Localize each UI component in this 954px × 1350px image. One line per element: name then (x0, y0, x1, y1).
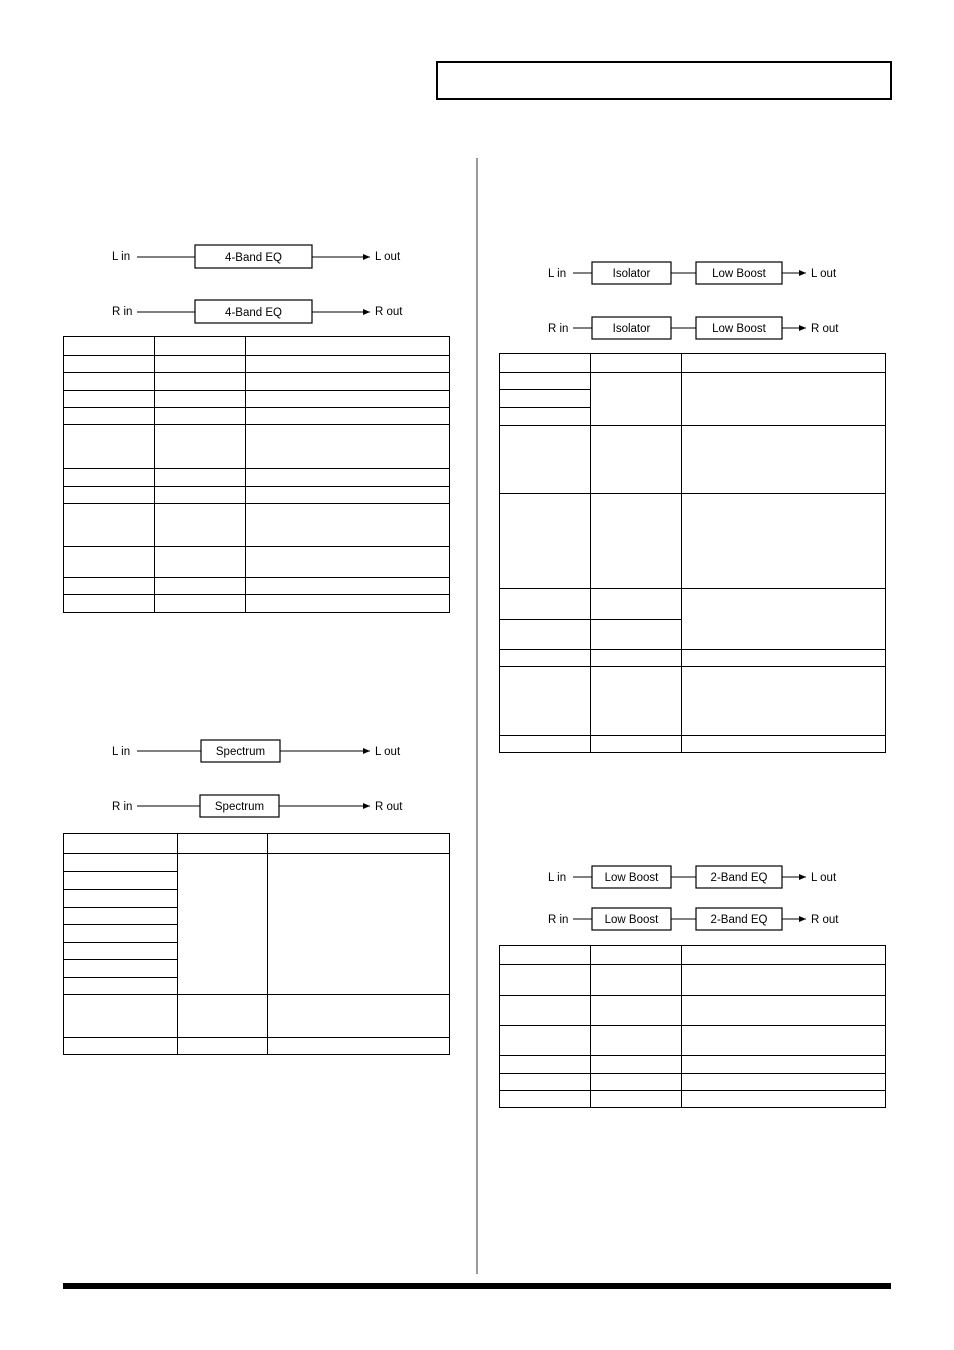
block-label: 4-Band EQ (225, 307, 282, 319)
table-header-row (64, 337, 450, 356)
block-label: 2-Band EQ (710, 914, 768, 926)
table-row (500, 1026, 886, 1056)
input-label: L in (548, 268, 567, 280)
block-label: Low Boost (604, 872, 659, 884)
signal-row-right (112, 795, 403, 817)
table-row (500, 965, 886, 996)
signal-row-right (112, 300, 403, 323)
diagram-spectrum (100, 733, 420, 823)
input-label: R in (112, 801, 133, 813)
block-label: 2-Band EQ (710, 872, 768, 884)
output-label: R out (811, 914, 839, 926)
table-row (64, 425, 450, 469)
table-row (64, 1038, 450, 1055)
output-label: L out (811, 872, 837, 884)
parameter-table-spectrum (63, 833, 450, 1055)
table-row (64, 547, 450, 578)
diagram-4-band-eq (100, 238, 420, 328)
output-label: L out (375, 251, 401, 263)
table-row (64, 356, 450, 373)
block-label: Isolator (612, 323, 651, 335)
signal-row-left (112, 245, 401, 268)
table-row (64, 373, 450, 391)
column-divider (476, 158, 478, 1274)
input-label: L in (112, 746, 131, 758)
table-row (500, 1091, 886, 1108)
output-label: R out (811, 323, 839, 335)
table-row (64, 995, 450, 1038)
table-row (64, 578, 450, 595)
parameter-table-4-band-eq (63, 336, 450, 613)
table-header-row (500, 354, 886, 373)
table-header-row (64, 834, 450, 854)
input-label: L in (548, 872, 567, 884)
block-label: 4-Band EQ (225, 252, 282, 264)
output-label: L out (375, 746, 401, 758)
table-row (500, 736, 886, 753)
block-label: Low Boost (712, 323, 766, 335)
table-row (500, 426, 886, 494)
input-label: R in (548, 914, 569, 926)
header-title-box (436, 61, 892, 100)
signal-row-left (112, 740, 401, 762)
table-row (500, 667, 886, 736)
signal-row-left (548, 866, 837, 888)
block-label: Low Boost (604, 914, 659, 926)
table-header-row (500, 946, 886, 965)
table-row (500, 650, 886, 667)
output-label: L out (811, 268, 837, 280)
table-row (64, 391, 450, 408)
table-row (500, 494, 886, 589)
diagram-isolator (536, 255, 856, 345)
table-row (64, 854, 450, 872)
parameter-table-isolator (499, 353, 886, 753)
table-row (64, 408, 450, 425)
table-row (64, 504, 450, 547)
diagram-low-boost (536, 859, 856, 939)
signal-row-left (548, 262, 837, 284)
table-row (500, 1074, 886, 1091)
output-label: R out (375, 306, 403, 318)
input-label: R in (548, 323, 569, 335)
table-row (64, 469, 450, 487)
table-row (500, 373, 886, 390)
table-row (64, 487, 450, 504)
table-row (500, 996, 886, 1026)
signal-row-right (548, 908, 839, 930)
block-label: Spectrum (214, 801, 265, 813)
table-row (500, 589, 886, 620)
footer-rule (63, 1283, 891, 1289)
parameter-table-low-boost (499, 945, 886, 1108)
block-label: Spectrum (215, 746, 266, 758)
output-label: R out (375, 801, 403, 813)
input-label: L in (112, 251, 131, 263)
input-label: R in (112, 306, 133, 318)
table-row (64, 595, 450, 613)
signal-row-right (548, 317, 839, 339)
block-label: Low Boost (712, 268, 766, 280)
block-label: Isolator (612, 268, 651, 280)
table-row (500, 1056, 886, 1074)
